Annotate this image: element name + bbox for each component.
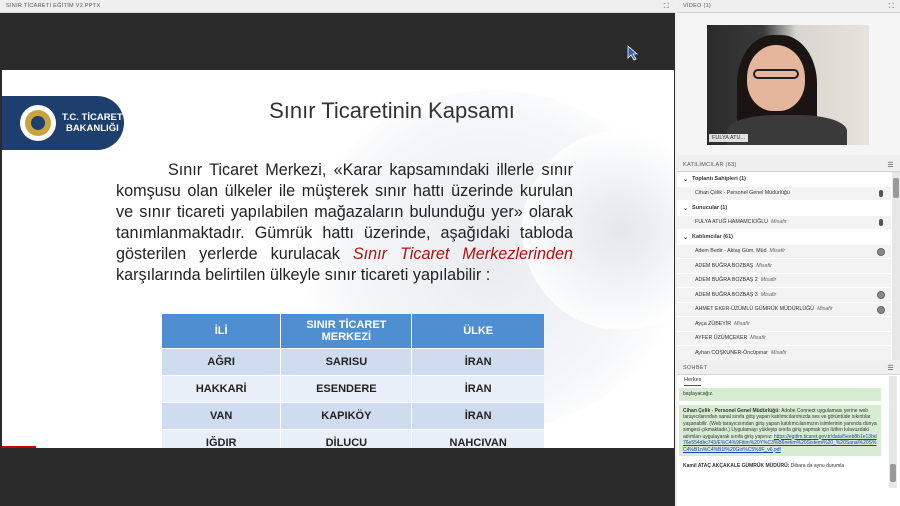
chat-message (679, 460, 881, 473)
pod-menu-icon[interactable]: ☰ (887, 162, 894, 169)
globe-icon (877, 248, 885, 256)
chat-pod-title: SOHBET (683, 365, 708, 371)
list-item[interactable] (677, 317, 891, 332)
attendee-scrollbar[interactable] (892, 172, 900, 360)
attendee-role: Misafir (769, 248, 786, 255)
table-header-row (162, 314, 544, 348)
table-row (162, 348, 544, 375)
table-row (162, 402, 544, 429)
table-cell: ESENDERE (281, 375, 412, 402)
border-trade-table (162, 314, 544, 448)
attendee-role: Misafir (760, 291, 777, 298)
list-item[interactable] (677, 216, 891, 231)
scrollbar-thumb[interactable] (890, 464, 896, 482)
table-header: İLİ (162, 314, 281, 348)
attendee-pod-title: KATILIMCILAR (63) (683, 162, 737, 168)
table-header: ÜLKE (412, 314, 544, 348)
body-text-part-2: karşılarında belirtilen ülkeyle sınır ticareti yapılabilir : (116, 266, 491, 284)
table-cell: SARISU (281, 348, 412, 375)
video-name-tag: FULYA ATU... (709, 134, 748, 142)
slide-body-text (116, 160, 573, 286)
table-cell: VAN (162, 402, 281, 429)
logo-line-1: T.C. TİCARET (62, 112, 123, 123)
chat-message (679, 388, 881, 401)
attendee-name: FULYA ATUĞ HAMAMCIOĞLU (695, 219, 768, 226)
attendee-name: Ayça ZÜBEYİR (695, 320, 732, 327)
attendee-name: Ayhan COŞKUNER-Öncüpınar (695, 349, 768, 356)
table-header: SINIR TİCARET MERKEZİ (281, 314, 412, 348)
attendee-name: AYFER ÜZÜMÇEKER (695, 335, 748, 342)
logo-line-2: BAKANLIĞI (65, 123, 119, 134)
table-row (162, 429, 544, 448)
attendee-pod-header (677, 159, 900, 172)
chat-message (679, 405, 881, 457)
list-item[interactable] (677, 332, 891, 347)
attendee-name: AHMET EKER-ÜZÜMLÜ GÜMRÜK MÜDÜRLÜĞÜ (695, 306, 815, 313)
attendee-role: Misafir (756, 262, 772, 269)
attendee-role: Misafir (771, 219, 787, 226)
ministry-logo-text (62, 112, 123, 134)
maximize-icon[interactable]: ⛶ (663, 3, 669, 10)
table-cell: İRAN (412, 375, 544, 402)
microphone-icon (879, 190, 883, 197)
chat-message-text: Dibara da aynu durumla (789, 463, 845, 469)
body-text-part-1: Sınır Ticaret Merkezi, «Karar kapsamındaki illerle sınır komşusu olan ülkeler ile müşterek sınır hattı üzerinde kurulan ve sınır ticareti yapılabilen mağazaların bulunduğu yer» olarak tanımlanmaktadır. Gümrük hattı üzerinde, aşağıdaki tabloda gösterilen yerlerde kurulacak (116, 161, 573, 263)
table-cell: DİLUCU (281, 429, 412, 448)
presentation-slide (2, 70, 674, 448)
chat-message-text: başlayacağız. (683, 391, 714, 397)
attendee-name: ADEM BUĞRA BOZBAŞ 2 (695, 277, 758, 284)
list-item[interactable] (677, 187, 891, 202)
group-label: Sunucular (1) (692, 205, 728, 212)
attendee-group-participants[interactable] (677, 230, 891, 245)
pod-menu-icon[interactable]: ☰ (887, 365, 894, 372)
table-cell: KAPIKÖY (281, 402, 412, 429)
ministry-logo (2, 96, 124, 150)
list-item[interactable] (677, 274, 891, 289)
table-cell: NAHCIVAN (412, 429, 544, 448)
attendee-role: Misafir (760, 277, 777, 284)
globe-icon (877, 291, 885, 299)
attendee-role: Misafir (750, 335, 766, 342)
scrollbar-thumb[interactable] (893, 178, 899, 198)
attendee-pod (677, 159, 900, 360)
attendee-role: Misafir (817, 306, 833, 313)
globe-icon (877, 306, 885, 314)
chat-message-sender: Kamil ATAÇ AKÇAKALE GÜMRÜK MÜDÜRÜ: (683, 463, 790, 469)
chat-message-link[interactable]: https://egitim.ticaret.gov.tr/data/5eeb8b1e13bd76e554dbc743/E%C4%9Fitim%20Y%C3%B6netim%20Sistemi%20_%20Sanal%20S%C4%B1n%C4%B1f%20Giri%C5%9F_v6.pdf (683, 433, 877, 453)
mouse-pointer-icon (627, 45, 639, 61)
table-cell: İRAN (412, 402, 544, 429)
attendee-group-hosts[interactable] (677, 172, 891, 187)
attendee-group-presenters[interactable] (677, 201, 891, 216)
chevron-down-icon: ⌄ (683, 205, 689, 212)
group-label: Toplantı Sahipleri (1) (692, 176, 747, 183)
list-item[interactable] (677, 259, 891, 274)
ministry-seal-icon (20, 105, 56, 141)
attendee-name: Cihan Çelik - Personel Genel Müdürlüğü (695, 190, 790, 197)
microphone-icon (879, 219, 883, 226)
table-cell: IĞDIR (162, 429, 281, 448)
attendee-name: ADEM BUĞRA BOZBAŞ 3 (695, 291, 758, 298)
chat-scrollbar[interactable] (889, 376, 897, 488)
table-cell: İRAN (412, 348, 544, 375)
slide-title: Sınır Ticaretinin Kapsamı (269, 98, 515, 123)
video-pod-header (677, 0, 900, 13)
table-cell: HAKKARİ (162, 375, 281, 402)
chat-tab-everyone[interactable]: Herkes (684, 377, 701, 386)
share-pod-title: SINIR TİCARETİ EĞİTİM V2.PPTX (6, 3, 101, 9)
chevron-down-icon: ⌄ (683, 234, 689, 241)
attendee-role: Misafir (770, 349, 787, 356)
group-label: Katılımcılar (61) (692, 234, 733, 241)
table-cell: AĞRI (162, 348, 281, 375)
chat-message-text: Adobe Connect uygulaması yerine web tarayıcılarından sanal sınıfa giriş yapan katılımcılarımızda ses ve görüntüde sıkıntılar yaşanabilir. (Web tarayıcısından giriş yapan katılımcılarımızın isimlerinin yanında dünya simgesi çıkmaktadır.) Uygulamayı yükleyip sınıfa giriş yapmak için lütfen kılavuzdaki adımları uygulayarak sınıfa giriş yapınız: (683, 407, 877, 440)
body-highlight: Sınır Ticaret Merkezlerinden (352, 245, 573, 263)
maximize-icon[interactable]: ⛶ (888, 3, 894, 10)
webcam-person-glasses (753, 69, 799, 79)
list-item[interactable] (677, 288, 891, 303)
chat-messages (679, 388, 881, 496)
share-pod-header (0, 0, 675, 13)
video-pod-title: VİDEO (1) (683, 3, 712, 9)
chat-message-sender: Cihan Çelik - Personel Genel Müdürlüğü: (683, 407, 780, 414)
attendee-role: Misafir (734, 320, 750, 327)
table-row (162, 375, 544, 402)
chevron-down-icon: ⌄ (683, 176, 689, 183)
attendee-name: Adem Bedir - Aktaş Güm. Müd (695, 248, 767, 255)
webcam-feed (707, 25, 869, 145)
attendee-name: ADEM BUĞRA BOZBAŞ (695, 262, 754, 269)
list-item[interactable] (677, 303, 891, 318)
slide-progress-indicator (2, 446, 36, 448)
attendee-list (677, 172, 891, 360)
list-item[interactable] (677, 346, 891, 360)
list-item[interactable] (677, 245, 891, 260)
chat-pod-header (677, 362, 900, 375)
